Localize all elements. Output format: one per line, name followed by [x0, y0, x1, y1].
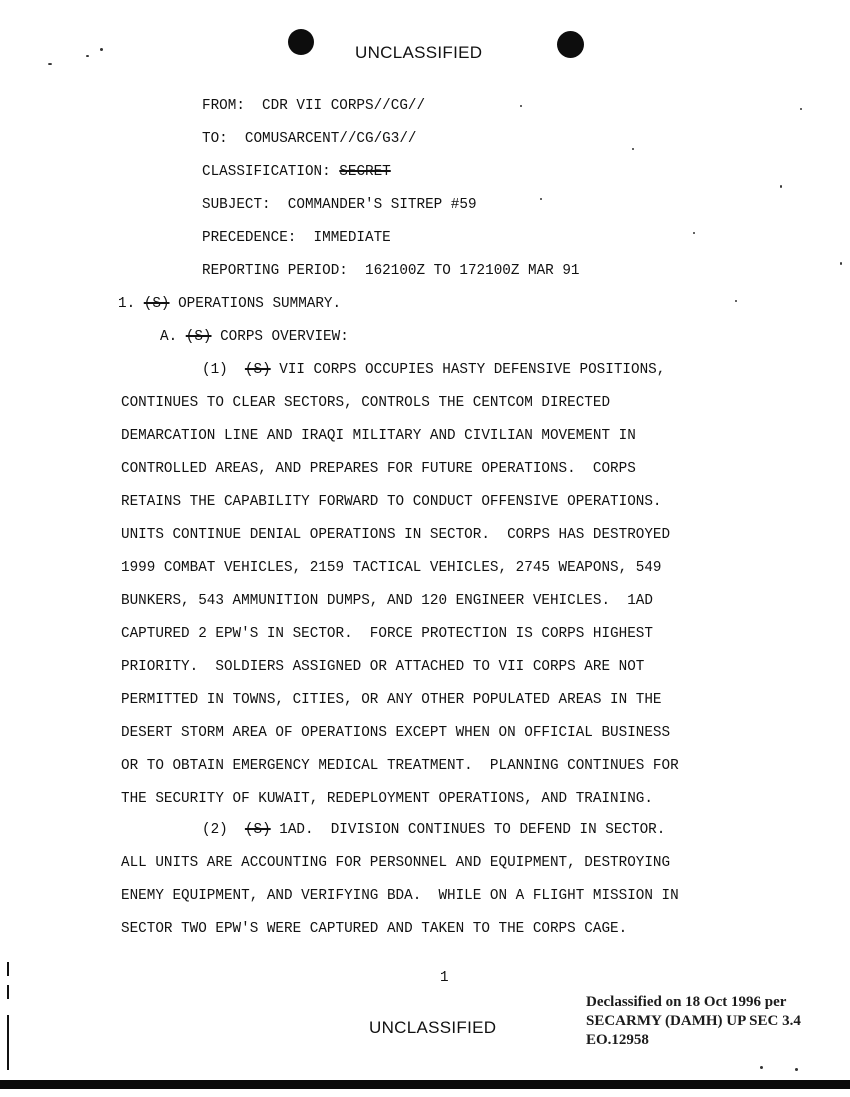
scan-speck [780, 185, 782, 188]
scan-speck [632, 148, 634, 150]
from-line: FROM: CDR VII CORPS//CG// [202, 98, 426, 114]
section-a-number: A. [160, 329, 186, 345]
para-1-line: UNITS CONTINUE DENIAL OPERATIONS IN SECTOR. CORPS HAS DESTROYED [121, 527, 671, 543]
para-1-number: (1) [202, 362, 245, 378]
scan-speck [800, 108, 802, 110]
para-1-line: DEMARCATION LINE AND IRAQI MILITARY AND CIVILIAN MOVEMENT IN [121, 428, 636, 444]
scan-bottom-edge [0, 1080, 850, 1089]
section-1-title: OPERATIONS SUMMARY. [169, 296, 342, 312]
section-a-title: CORPS OVERVIEW: [211, 329, 349, 345]
para-1-line: 1999 COMBAT VEHICLES, 2159 TACTICAL VEHICLES, 2745 WEAPONS, 549 [121, 560, 662, 576]
section-a-marking: (S) [185, 329, 212, 345]
para-1-line: THE SECURITY OF KUWAIT, REDEPLOYMENT OPERATIONS, AND TRAINING. [121, 791, 653, 807]
classification-label: CLASSIFICATION: [202, 164, 340, 180]
para-1-line: OR TO OBTAIN EMERGENCY MEDICAL TREATMENT. PLANNING CONTINUES FOR [121, 758, 679, 774]
precedence-line: PRECEDENCE: IMMEDIATE [202, 230, 391, 246]
section-1-heading [118, 296, 341, 312]
section-1-number: 1. [118, 296, 144, 312]
para-1-first-text: VII CORPS OCCUPIES HASTY DEFENSIVE POSITIONS, [270, 362, 666, 378]
subject-line: SUBJECT: COMMANDER'S SITREP #59 [202, 197, 477, 213]
para-1-line: CONTINUES TO CLEAR SECTORS, CONTROLS THE CENTCOM DIRECTED [121, 395, 611, 411]
para-2-line: ALL UNITS ARE ACCOUNTING FOR PERSONNEL AND EQUIPMENT, DESTROYING [121, 855, 671, 871]
to-line: TO: COMUSARCENT//CG/G3// [202, 131, 417, 147]
para-1-line: CAPTURED 2 EPW'S IN SECTOR. FORCE PROTECTION IS CORPS HIGHEST [121, 626, 653, 642]
section-1-marking: (S) [143, 296, 170, 312]
para-2-first-line [202, 822, 665, 838]
para-1-line: BUNKERS, 543 AMMUNITION DUMPS, AND 120 ENGINEER VEHICLES. 1AD [121, 593, 653, 609]
reporting-period-line: REPORTING PERIOD: 162100Z TO 172100Z MAR 91 [202, 263, 580, 279]
para-1-first-line [202, 362, 665, 378]
para-2-first-text: 1AD. DIVISION CONTINUES TO DEFEND IN SECTOR. [270, 822, 666, 838]
classification-line [202, 164, 391, 180]
classification-value-struck: SECRET [339, 164, 391, 180]
declass-stamp-line: EO.12958 [586, 1032, 649, 1048]
para-2-number: (2) [202, 822, 245, 838]
scan-speck [840, 262, 842, 265]
scan-speck [520, 105, 522, 107]
scan-speck [86, 55, 89, 57]
para-1-marking: (S) [244, 362, 271, 378]
para-1-line: RETAINS THE CAPABILITY FORWARD TO CONDUCT OFFENSIVE OPERATIONS. [121, 494, 662, 510]
scan-speck [795, 1068, 798, 1071]
declass-stamp-line: Declassified on 18 Oct 1996 per [586, 994, 787, 1010]
punch-hole-left [288, 29, 314, 55]
para-1-line: DESERT STORM AREA OF OPERATIONS EXCEPT WHEN ON OFFICIAL BUSINESS [121, 725, 671, 741]
scan-margin-mark [7, 985, 9, 999]
scan-speck [100, 48, 103, 51]
scan-speck [693, 232, 695, 234]
scan-speck [48, 63, 52, 65]
scan-speck [735, 300, 737, 302]
scan-margin-mark [7, 1015, 9, 1070]
para-2-line: SECTOR TWO EPW'S WERE CAPTURED AND TAKEN TO THE CORPS CAGE. [121, 921, 628, 937]
section-a-heading [160, 329, 349, 345]
page-number: 1 [440, 970, 449, 986]
declass-stamp-line: SECARMY (DAMH) UP SEC 3.4 [586, 1013, 801, 1029]
header-classification: UNCLASSIFIED [355, 43, 483, 62]
scan-margin-mark [7, 962, 9, 976]
scan-speck [540, 198, 542, 200]
para-1-line: PERMITTED IN TOWNS, CITIES, OR ANY OTHER POPULATED AREAS IN THE [121, 692, 662, 708]
para-2-marking: (S) [244, 822, 271, 838]
scan-speck [760, 1066, 763, 1069]
para-1-line: PRIORITY. SOLDIERS ASSIGNED OR ATTACHED TO VII CORPS ARE NOT [121, 659, 645, 675]
footer-classification: UNCLASSIFIED [369, 1018, 497, 1037]
punch-hole-right [557, 31, 584, 58]
para-2-line: ENEMY EQUIPMENT, AND VERIFYING BDA. WHILE ON A FLIGHT MISSION IN [121, 888, 679, 904]
para-1-line: CONTROLLED AREAS, AND PREPARES FOR FUTURE OPERATIONS. CORPS [121, 461, 636, 477]
